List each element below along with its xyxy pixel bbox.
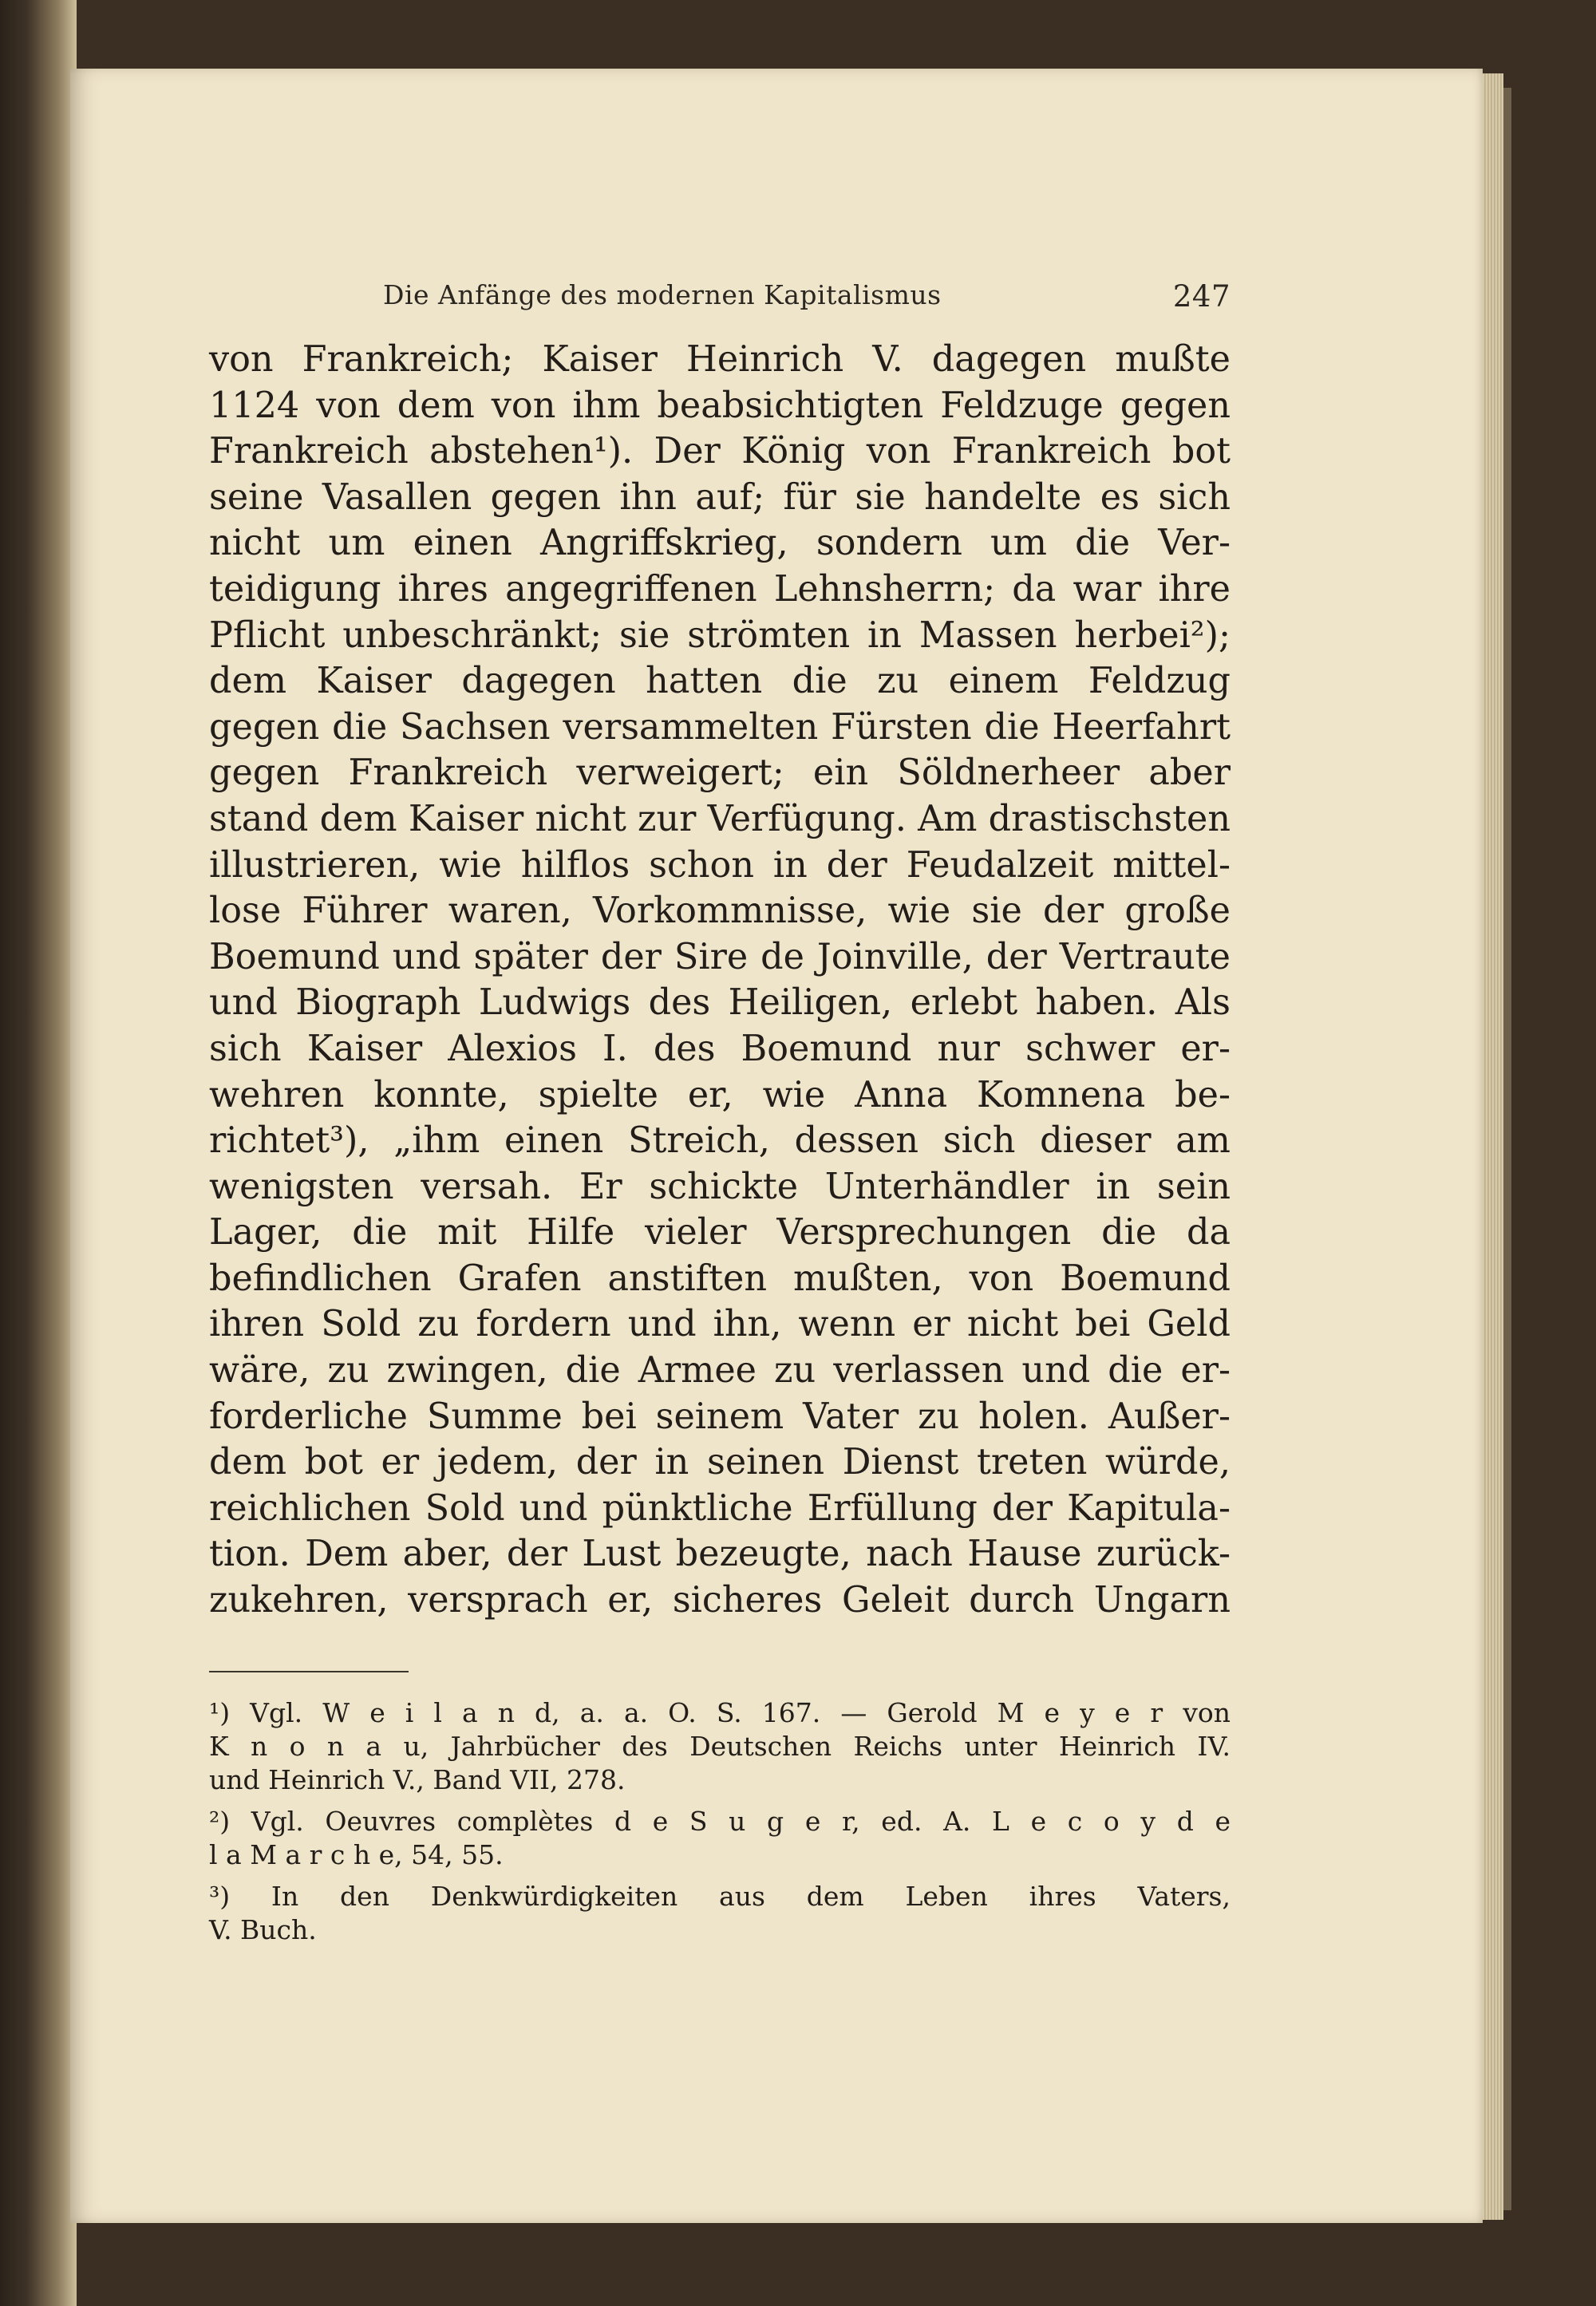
running-header — [209, 271, 1231, 319]
text-line: dem Kaiser dagegen hatten die zu einem Feldzug — [209, 661, 1231, 702]
text-line: seine Vasallen gegen ihn auf; für sie handelte es sich — [209, 476, 1231, 518]
footnote-line: ²) Vgl. Oeuvres complètes d e S u g e r, ed. A. L e c o y d e — [209, 1806, 1231, 1837]
book-cover-edge — [1503, 88, 1511, 2210]
text-line: von Frankreich; Kaiser Heinrich V. dagegen mußte — [209, 339, 1231, 380]
text-line: tion. Dem aber, der Lust bezeugte, nach Hause zurück- — [209, 1534, 1231, 1575]
text-line: 1124 von dem von ihm beabsichtigten Feldzuge gegen — [209, 385, 1231, 426]
text-line: wenigsten versah. Er schickte Unterhändler in sein — [209, 1166, 1231, 1207]
footnote-2 — [209, 1805, 1231, 1872]
text-line: Lager, die mit Hilfe vieler Versprechungen die da — [209, 1212, 1231, 1254]
text-line: Pflicht unbeschränkt; sie strömten in Massen herbei²); — [209, 614, 1231, 656]
footnote-divider — [209, 1671, 409, 1672]
text-line: teidigung ihres angegriffenen Lehnsherrn; da war ihre — [209, 568, 1231, 610]
footnote-line: l a M a r c h e, 54, 55. — [209, 1839, 504, 1870]
footnote-line: und Heinrich V., Band VII, 278. — [209, 1764, 626, 1795]
text-line: nicht um einen Angriffskrieg, sondern um die Ver- — [209, 523, 1231, 564]
text-line: ihren Sold zu fordern und ihn, wenn er nicht bei Geld — [209, 1304, 1231, 1345]
text-line: Boemund und später der Sire de Joinville, der Vertraute — [209, 936, 1231, 977]
text-line: illustrieren, wie hilflos schon in der Feudalzeit mittel- — [209, 844, 1231, 886]
text-line: gegen die Sachsen versammelten Fürsten die Heerfahrt — [209, 706, 1231, 748]
text-line: lose Führer waren, Vorkommnisse, wie sie der große — [209, 890, 1231, 932]
text-line: sich Kaiser Alexios I. des Boemund nur schwer er- — [209, 1028, 1231, 1069]
page-number: 247 — [1172, 279, 1231, 314]
text-line: forderliche Summe bei seinem Vater zu holen. Außer- — [209, 1396, 1231, 1437]
text-line: richtet³), „ihm einen Streich, dessen sich dieser am — [209, 1120, 1231, 1162]
footnote-1 — [209, 1696, 1231, 1797]
text-line: zukehren, versprach er, sicheres Geleit durch Ungarn — [209, 1580, 1231, 1621]
body-text — [209, 337, 1231, 1624]
text-line: reichlichen Sold und pünktliche Erfüllung der Kapitula- — [209, 1487, 1231, 1529]
footnote-line: K n o n a u, Jahrbücher des Deutschen Reichs unter Heinrich IV. — [209, 1731, 1231, 1762]
footnote-line: V. Buch. — [209, 1914, 317, 1945]
text-line: und Biograph Ludwigs des Heiligen, erlebt haben. Als — [209, 982, 1231, 1024]
text-line: gegen Frankreich verweigert; ein Söldnerheer aber — [209, 752, 1231, 794]
text-line: stand dem Kaiser nicht zur Verfügung. Am drastischsten — [209, 798, 1231, 839]
footnote-3 — [209, 1880, 1231, 1947]
text-line: wehren konnte, spielte er, wie Anna Komnena be- — [209, 1074, 1231, 1115]
page-stack-edge — [1483, 73, 1503, 2220]
footnotes — [209, 1696, 1231, 1947]
text-line: Frankreich abstehen¹). Der König von Frankreich bot — [209, 431, 1231, 472]
text-line: wäre, zu zwingen, die Armee zu verlassen und die er- — [209, 1350, 1231, 1392]
running-title: Die Anfänge des modernen Kapitalismus — [383, 279, 942, 310]
facing-page-edge — [0, 0, 77, 2306]
footnote-line: ¹) Vgl. W e i l a n d, a. a. O. S. 167. — Gerold M e y e r von — [209, 1697, 1231, 1728]
text-line: befindlichen Grafen anstiften mußten, von Boemund — [209, 1258, 1231, 1299]
footnote-line: ³) In den Denkwürdigkeiten aus dem Leben ihres Vaters, — [209, 1881, 1231, 1912]
text-line: dem bot er jedem, der in seinen Dienst treten würde, — [209, 1442, 1231, 1483]
